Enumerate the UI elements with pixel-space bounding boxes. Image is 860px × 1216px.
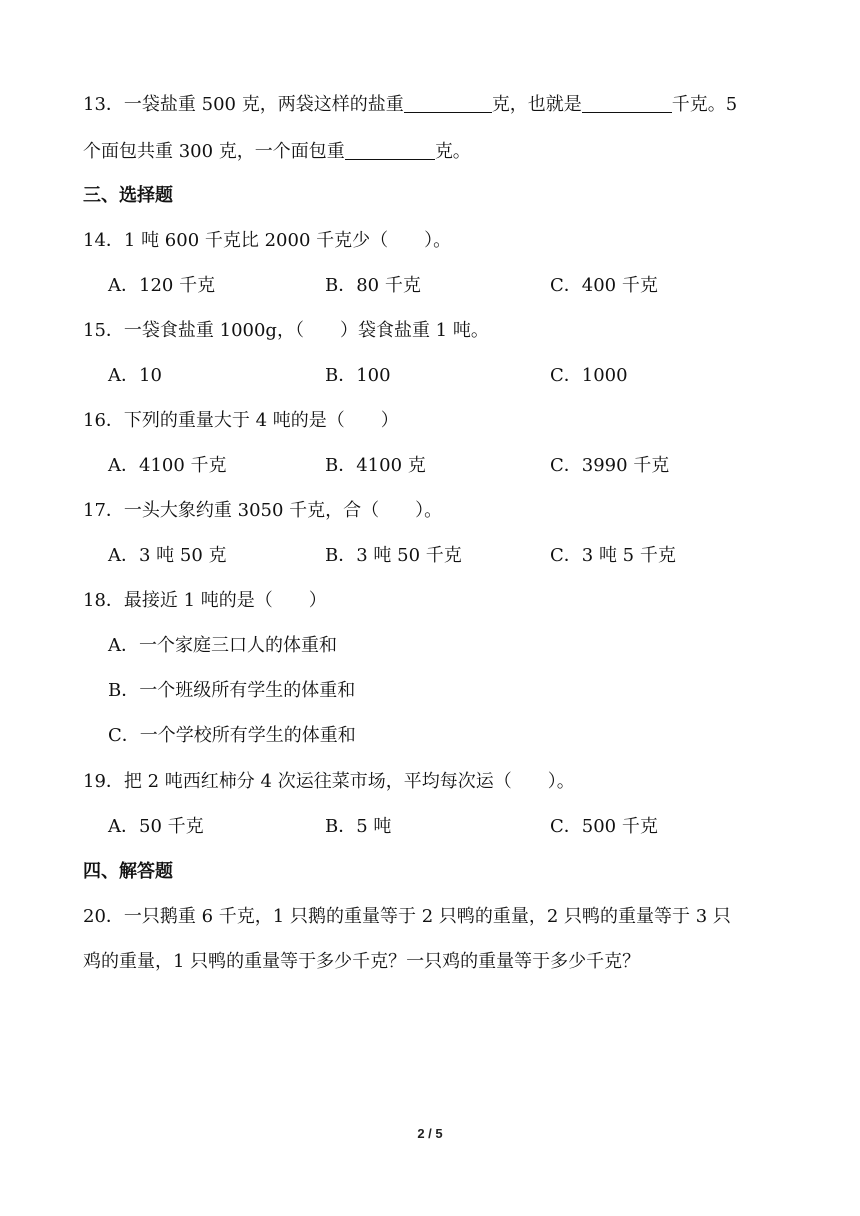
q13-blank-3[interactable] [345,141,435,160]
q16-option-c[interactable]: C．3990 千克 [550,455,670,476]
q19-option-b[interactable]: B．5 吨 [325,816,392,837]
q15-option-c[interactable]: C．1000 [550,365,628,386]
q17-option-b[interactable]: B．3 吨 50 千克 [325,545,462,566]
q13-text-a: 13．一袋盐重 500 克，两袋这样的盐重 [83,94,404,115]
question-15-stem: 15．一袋食盐重 1000g，（ ）袋食盐重 1 吨。 [83,320,489,341]
q14-option-c[interactable]: C．400 千克 [550,275,658,296]
q18-option-a[interactable]: A．一个家庭三口人的体重和 [108,635,337,656]
q19-option-a[interactable]: A．50 千克 [108,816,204,837]
q15-option-a[interactable]: A．10 [108,365,162,386]
section-heading-choice: 三、选择题 [83,185,173,206]
q14-option-b[interactable]: B．80 千克 [325,275,421,296]
question-20-line-1: 20．一只鹅重 6 千克，1 只鹅的重量等于 2 只鸭的重量，2 只鸭的重量等于 3 只 [83,906,731,927]
q17-option-a[interactable]: A．3 吨 50 克 [108,545,227,566]
question-17-stem: 17．一头大象约重 3050 千克，合（ ）。 [83,500,443,521]
q17-option-c[interactable]: C．3 吨 5 千克 [550,545,676,566]
q16-option-b[interactable]: B．4100 克 [325,455,426,476]
q16-option-a[interactable]: A．4100 千克 [108,455,227,476]
question-14-stem: 14．1 吨 600 千克比 2000 千克少（ ）。 [83,230,452,251]
q15-option-b[interactable]: B．100 [325,365,391,386]
q13-text-b: 克，也就是 [491,94,582,115]
q19-option-c[interactable]: C．500 千克 [550,816,658,837]
q13-text-c: 千克。5 [671,94,738,115]
q14-option-a[interactable]: A．120 千克 [108,275,216,296]
question-13-line-1 [83,93,737,117]
q18-option-b[interactable]: B．一个班级所有学生的体重和 [108,680,356,701]
q13-blank-2[interactable] [582,94,672,113]
question-13-line-2 [83,140,471,164]
question-18-stem: 18．最接近 1 吨的是（ ） [83,590,327,611]
q18-option-c[interactable]: C．一个学校所有学生的体重和 [108,725,356,746]
question-16-stem: 16．下列的重量大于 4 吨的是（ ） [83,410,399,431]
question-19-stem: 19．把 2 吨西红柿分 4 次运往菜市场，平均每次运（ ）。 [83,771,575,792]
question-20-line-2: 鸡的重量，1 只鸭的重量等于多少千克？一只鸡的重量等于多少千克？ [83,951,641,972]
q13-text-e: 克。 [434,141,471,162]
q13-text-d: 个面包共重 300 克，一个面包重 [83,141,345,162]
q13-blank-1[interactable] [404,94,492,113]
page-number: 2 / 5 [417,1126,443,1141]
section-heading-answer: 四、解答题 [83,861,173,882]
